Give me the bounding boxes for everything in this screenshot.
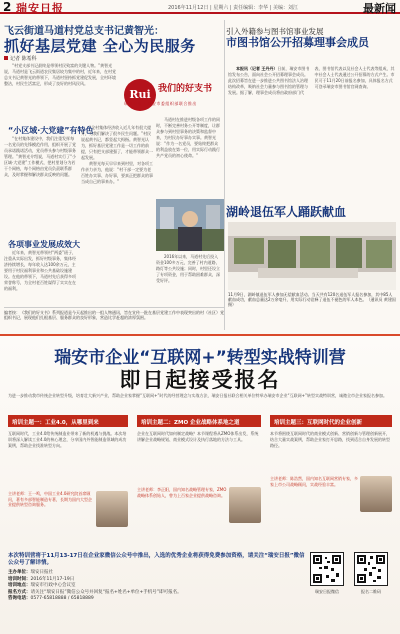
qr-pattern-icon	[311, 553, 343, 585]
speaker-card-3	[270, 476, 392, 512]
right-headline-2: 湖岭退伍军人踊跃献血	[226, 205, 347, 219]
portrait-image	[156, 199, 224, 251]
speaker-card-2	[137, 487, 261, 523]
speaker2-text: 主讲老师：李正阳，国内知名战略管理专家，ZMO战略体系创始人，曾为上百家企业提供战略咨询。	[137, 487, 227, 498]
lead-kicker: 飞云街道马道村党总支书记黄智光：	[4, 26, 164, 37]
column-badge	[124, 79, 234, 111]
blood-donation-image	[228, 222, 396, 290]
subhead1-text: “在村集体建设中，我们注重发挥每一名党员的先锋模范作用，组织开展了党员承诺践诺活动，党员带头参与村级事务管理。”黄智光介绍说，马道村实行了“小区域·大党建”工作模式，把村里划分为若干个网格，每个网格由党员负责联系群众，及时掌握和解决群众反映的问题。	[4, 136, 77, 177]
speaker-card-1	[8, 491, 128, 527]
blood-donation-photo	[228, 222, 396, 290]
lead-headline: 抓好基层党建 全心为民服务	[4, 37, 196, 55]
info-key: 培训地点：	[8, 583, 31, 588]
subhead-2: 各项事业发展成效大	[8, 240, 80, 249]
speaker1-text: 主讲老师：王一鸣，中国工业4.0研究院首席顾问，著有多部智能制造专著，长期为国内大型企业提供转型咨询服务。	[8, 491, 92, 507]
topic2-text: 企业在互联网时代如何制定战略？本节课程将从ZMO体系出发，系统讲解企业战略规划、商业模式设计及执行落地的方法与工具。	[137, 431, 259, 442]
photo-caption	[228, 292, 396, 332]
speaker3-photo	[360, 476, 392, 512]
info-value: 瑞安市行政中心会议室	[30, 583, 76, 588]
info-table	[8, 570, 298, 603]
right-body-text: 日前，瑞安市图书馆发布公告，面向社会公开招募理事会成员。此次招募旨在进一步推进公共图书馆法人治理结构改革，吸纳社会力量参与图书馆的管理与发展。据了解，理事会成员将由政府部门代表、图书馆代表以及社会人士代表等组成，其中社会人士代表通过公开招募的方式产生。市民可于11月20日前报名参加，具体报名方式可登录瑞安市图书馆官网查询。	[228, 66, 395, 95]
speaker1-photo	[96, 491, 128, 527]
date-line: 2016年11月12日 | 星期六 | 责任编辑：李华 | 美编：刘江	[168, 5, 299, 11]
badge-subtitle: 瑞安日报 · 瑞安市委组织部联合推出	[124, 101, 197, 106]
qr-code-icon[interactable]	[354, 552, 388, 586]
body1-text: “全村集体经济收入近几年有很大提升，为我们解决了很多民生问题。”村民说起黄书记，都竖起大拇指。黄智光认为，抓好基层党建工作是一切工作的前提，只有把支部建强了，才能带领群众一起发展。	[81, 125, 153, 160]
info-key: 报名方式：	[8, 589, 31, 595]
badge-circle: Rui	[124, 79, 156, 111]
right-kicker: 引入外籍参与图书馆事业发展	[226, 27, 324, 36]
ad-notice: 本次特训营将于11月13-17日在企业家微信公众号中推出，入选的优秀企业将获得免费参加资格，请关注“瑞安日报”微信公众号了解详情。	[8, 553, 305, 566]
info-key: 培训时间：	[8, 576, 31, 582]
ad-subtitle: 即日起接受报名	[119, 368, 281, 392]
topic3-text: 本节将围绕互联网时代的商业模式创新、营销创新与管理创新展开，结合大量实战案例，帮助企业家打开思路，找到适合自身发展的转型路径。	[270, 431, 390, 448]
right-byline: 本报讯（记者 王丹丹）	[236, 66, 278, 71]
info-value: 0577-65818888 / 65818889	[30, 596, 94, 601]
column-divider	[224, 20, 225, 330]
topic1-text: 互联网时代，工业4.0给传统制造业带来了新的机遇与挑战。本次培训将深入解读工业4.0的核心理念，分享国内外智能制造领域的成功案例，帮助企业找准转型方向。	[8, 431, 127, 448]
lead-body-col2	[81, 125, 153, 285]
info-value: 请关注“瑞安日报”微信公众号并回复“报名+姓名+单位+手机号”即可报名。	[30, 589, 182, 595]
info-row	[8, 596, 298, 603]
masthead	[0, 0, 400, 14]
info-value: 瑞安日报社	[30, 570, 53, 575]
ad-intro: 为进一步推动我市传统企业转型升级，培育壮大新兴产业，帮助企业家掌握“互联网+”时代的经营理念与实战方法，瑞安日报社联合相关单位特举办瑞安市企业“互联网+”转型实战特训营，诚邀全市企业家报名参加。	[8, 393, 387, 398]
speaker2-photo	[229, 487, 261, 523]
page-number: 2	[3, 0, 12, 14]
subhead1-body	[4, 136, 78, 236]
right-headline: 市图书馆公开招募理事会成员	[226, 36, 369, 49]
end-body	[156, 254, 222, 298]
tag-topic-2: 培训主题二：ZMO 企业战略体系地之道	[137, 415, 261, 427]
subhead2-text: 近年来，黄智光带领村“两委”班子，注重从实际出发，抓好村级事务，集体经济持续增长，每年收入达100余万元，主要用于村民福利事业和公共基础设施建设。在他的带领下，马道村先后获得多项荣誉称号，为全村老百姓谋得了实实在在的福利。	[4, 250, 77, 291]
info-key: 咨询电话：	[8, 596, 31, 601]
body2-text: 黄智光每天早早来到村里，对各项工作亲力亲为，他说：“村干部一定要为老百姓办实事、办好事，要真正把群众的事当成自己的事来办。”	[81, 161, 153, 184]
speaker3-text: 主讲老师：陈浩然，国内知名互联网营销专家，多家上市公司战略顾问，实战经验丰富。	[270, 476, 358, 487]
subhead2-body	[4, 250, 78, 306]
square-icon	[4, 56, 8, 60]
editor-note: 编者按：《我们的好支书》系列报道是今天起推出的一组人物通讯，旨在宣传一批在基层党建工作中表现突出的村（社区）党组织书记，展现他们扎根基层、服务群众的良好形象，营造比学赶超的浓厚氛围。	[4, 307, 224, 327]
section-title: 最新闻	[363, 2, 396, 15]
tag-topic-1: 培训主题一：工业4.0，从哪里到来	[8, 415, 128, 427]
ad-title: 瑞安市企业“互联网+”转型实战特训营	[54, 348, 346, 368]
qr-pattern-icon	[355, 553, 387, 585]
lead-byline	[4, 55, 37, 62]
qr1-label: 瑞安日报微信	[315, 589, 339, 594]
qr-code-icon[interactable]	[310, 552, 344, 586]
photo-caption-text: 11月9日，湖岭镇退伍军人参加无偿献血活动。当天共有120名退伍军人报名参加，其中85人献血成功，献血总量达2万余毫升，用实际行动诠释了退伍不褪色的军人本色。（通讯员 黄建国 摄）	[228, 292, 396, 307]
lead-body-col3	[156, 117, 222, 197]
badge-title: 我们的好支书	[158, 84, 213, 94]
lead-intro	[4, 63, 118, 115]
byline-text: 记者 陈希科	[10, 56, 37, 62]
lead-photo	[156, 199, 224, 251]
mid-body-text: 马道村在推进村级各项工作的同时，不断完善村务公开等制度，让群众参与到村里事务的决策和监督中来，为村民办好事办实事。黄智光说：“作为一名党员，要始终把群众的利益放在第一位，用实际行动践行共产党员的初心使命。”	[156, 117, 220, 158]
lead-intro-text: “村党支部书记最终是带领村民致富的关键人物。”黄智光说，马道村是飞云街道农民集居较为集中的村，近年来，在村党总支书记黄智光的带领下，马道村坚持抓党建促发展，全村环境整洁，村民生活富足，形成了良好的村风民风。	[4, 63, 116, 86]
info-key: 主办单位：	[8, 570, 31, 575]
right-body	[228, 66, 396, 200]
end-body-text: 2016年以来，马道村先后投入资金100多万元，完善了村内道路、路灯等公共设施；同时，村里还设立了专项资金，用于帮助困难群众，深受好评。	[156, 254, 220, 283]
tag-topic-3: 培训主题三：互联网时代的企业创新	[270, 415, 392, 427]
newspaper-logo: 瑞安日报	[16, 2, 64, 15]
subhead-1: “小区域·大党建”有特色	[8, 126, 94, 135]
qr2-label: 报名二维码	[361, 589, 381, 594]
info-value: 2016年11月17-19日	[30, 576, 75, 582]
